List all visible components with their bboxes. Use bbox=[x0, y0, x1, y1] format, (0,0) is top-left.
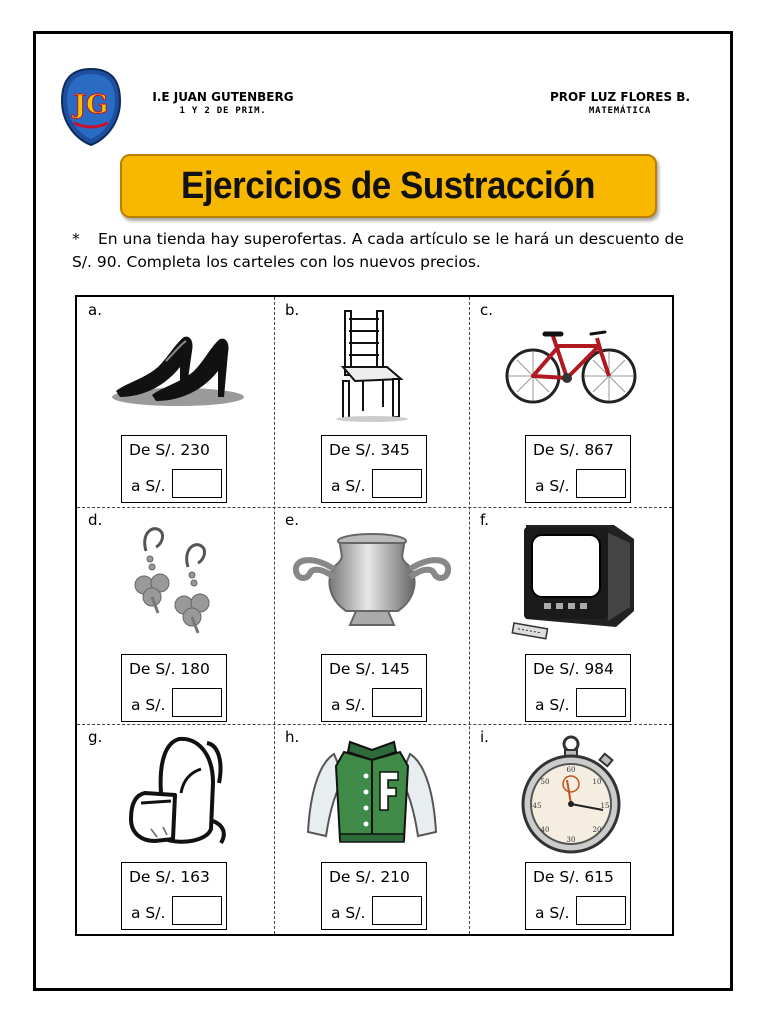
price-tag bbox=[525, 862, 631, 930]
price-tag bbox=[525, 654, 631, 722]
svg-text:50: 50 bbox=[540, 778, 549, 786]
exercise-cell bbox=[77, 297, 274, 507]
answer-box[interactable] bbox=[576, 469, 626, 498]
new-price-label: a S/. bbox=[331, 696, 366, 714]
svg-text:20: 20 bbox=[592, 826, 601, 834]
original-price: De S/. 867 bbox=[533, 441, 614, 459]
earrings-icon bbox=[126, 521, 226, 641]
chair-icon bbox=[327, 307, 417, 425]
exercise-cell bbox=[77, 507, 274, 724]
high-heels-icon bbox=[106, 317, 246, 407]
school-name: I.E JUAN GUTENBERG bbox=[152, 90, 294, 104]
new-price-label: a S/. bbox=[331, 477, 366, 495]
exercise-cell bbox=[274, 724, 469, 934]
svg-text:60: 60 bbox=[566, 766, 575, 774]
answer-box[interactable] bbox=[372, 469, 422, 498]
price-tag bbox=[121, 862, 227, 930]
exercise-cell bbox=[274, 297, 469, 507]
item-letter: c. bbox=[480, 301, 494, 319]
backpack-icon bbox=[121, 733, 231, 851]
item-letter: e. bbox=[285, 511, 299, 529]
answer-box[interactable] bbox=[372, 688, 422, 717]
exercise-cell bbox=[77, 724, 274, 934]
school-header bbox=[120, 90, 326, 118]
new-price-label: a S/. bbox=[131, 904, 166, 922]
new-price-label: a S/. bbox=[131, 696, 166, 714]
answer-box[interactable] bbox=[576, 896, 626, 925]
answer-box[interactable] bbox=[576, 688, 626, 717]
exercise-cell bbox=[469, 297, 672, 507]
price-tag bbox=[321, 435, 427, 503]
stopwatch-icon bbox=[509, 734, 633, 854]
answer-box[interactable] bbox=[372, 896, 422, 925]
new-price-label: a S/. bbox=[131, 477, 166, 495]
exercise-cell bbox=[469, 507, 672, 724]
school-grades: 1 Y 2 DE PRIM. bbox=[179, 106, 267, 116]
original-price: De S/. 984 bbox=[533, 660, 614, 678]
original-price: De S/. 615 bbox=[533, 868, 614, 886]
new-price-label: a S/. bbox=[535, 904, 570, 922]
item-letter: i. bbox=[480, 728, 489, 746]
svg-text:30: 30 bbox=[566, 836, 575, 844]
bicycle-icon bbox=[503, 322, 639, 406]
exercise-cell bbox=[469, 724, 672, 934]
svg-text:15: 15 bbox=[600, 802, 609, 810]
price-tag bbox=[121, 435, 227, 503]
page-title: Ejercicios de Sustracción bbox=[181, 164, 596, 207]
item-letter: g. bbox=[88, 728, 103, 746]
item-letter: d. bbox=[88, 511, 103, 529]
instructions bbox=[72, 228, 702, 274]
teacher-header bbox=[510, 90, 730, 118]
price-tag bbox=[525, 435, 631, 503]
instructions-text: En una tienda hay superofertas. A cada artículo se le hará un descuento de S/. 90. Completa los carteles con los nuevos precios. bbox=[72, 230, 684, 271]
television-icon bbox=[504, 519, 638, 643]
instructions-bullet: * bbox=[72, 230, 80, 248]
jacket-icon bbox=[304, 736, 440, 852]
title-banner bbox=[120, 154, 657, 218]
item-letter: h. bbox=[285, 728, 300, 746]
subject-name: MATEMÁTICA bbox=[588, 106, 652, 116]
original-price: De S/. 230 bbox=[129, 441, 210, 459]
exercise-grid bbox=[75, 295, 674, 936]
vase-icon bbox=[290, 531, 454, 631]
price-tag bbox=[321, 862, 427, 930]
price-tag bbox=[121, 654, 227, 722]
svg-text:45: 45 bbox=[532, 802, 541, 810]
original-price: De S/. 345 bbox=[329, 441, 410, 459]
item-letter: f. bbox=[480, 511, 489, 529]
school-logo bbox=[60, 67, 122, 147]
new-price-label: a S/. bbox=[331, 904, 366, 922]
answer-box[interactable] bbox=[172, 896, 222, 925]
new-price-label: a S/. bbox=[535, 477, 570, 495]
svg-text:40: 40 bbox=[540, 826, 549, 834]
item-letter: b. bbox=[285, 301, 300, 319]
exercise-cell bbox=[274, 507, 469, 724]
price-tag bbox=[321, 654, 427, 722]
original-price: De S/. 180 bbox=[129, 660, 210, 678]
original-price: De S/. 210 bbox=[329, 868, 410, 886]
svg-text:10: 10 bbox=[592, 778, 601, 786]
answer-box[interactable] bbox=[172, 688, 222, 717]
original-price: De S/. 163 bbox=[129, 868, 210, 886]
original-price: De S/. 145 bbox=[329, 660, 410, 678]
answer-box[interactable] bbox=[172, 469, 222, 498]
item-letter: a. bbox=[88, 301, 102, 319]
svg-text:JG: JG bbox=[73, 90, 109, 120]
teacher-name: PROF LUZ FLORES B. bbox=[549, 90, 691, 104]
new-price-label: a S/. bbox=[535, 696, 570, 714]
